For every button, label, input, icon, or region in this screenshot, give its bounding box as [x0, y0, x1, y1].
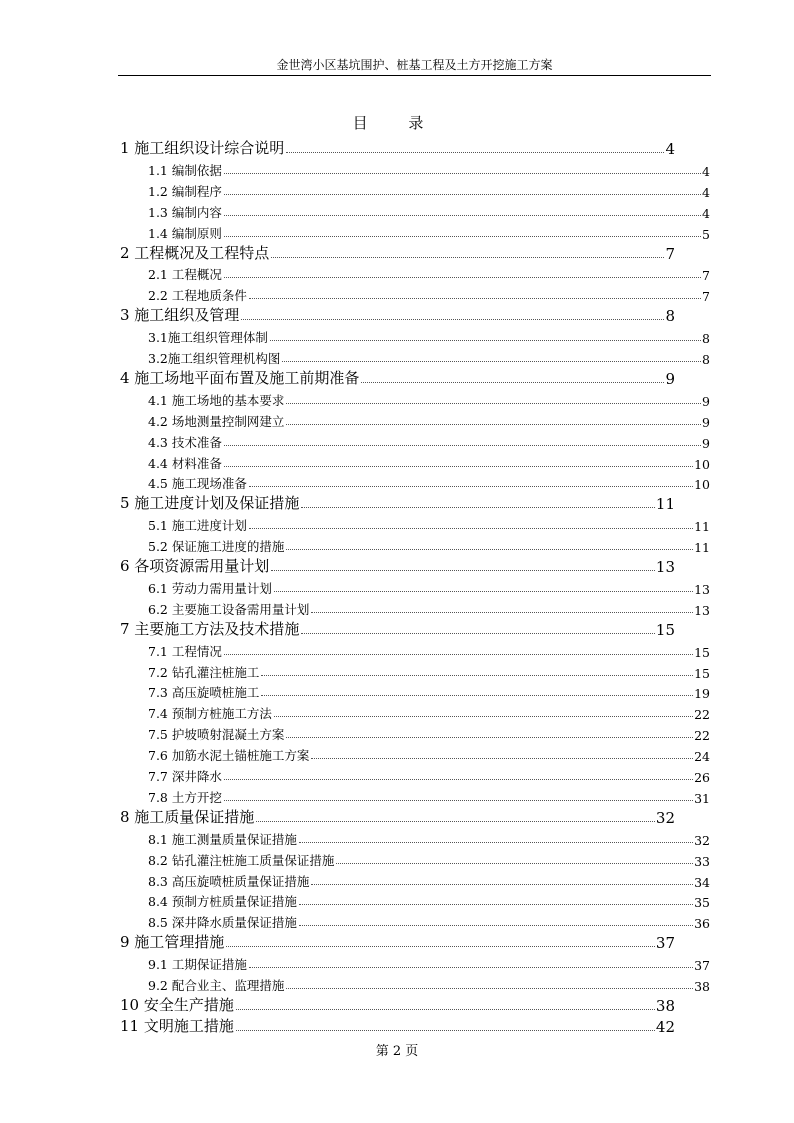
toc-section-entry[interactable] [148, 388, 710, 409]
dot-leader [271, 257, 664, 258]
dot-leader [236, 1030, 655, 1031]
dot-leader [224, 466, 693, 467]
toc-entry-page-number: 36 [694, 916, 710, 932]
toc-section-entry[interactable] [148, 576, 710, 597]
dot-leader [286, 152, 664, 153]
toc-entry-label: 9.2 配合业主、监理措施 [148, 978, 285, 993]
toc-entry-page-number: 32 [694, 832, 710, 848]
toc-section-entry[interactable] [148, 221, 710, 242]
toc-entry-page-number: 31 [694, 790, 710, 806]
toc-section-entry[interactable] [148, 785, 710, 806]
toc-entry-label: 1.4 编制原则 [148, 225, 222, 241]
toc-section-entry[interactable] [148, 158, 710, 179]
toc-entry-page-number: 9 [665, 369, 675, 388]
toc-entry-label: 8.3 高压旋喷桩质量保证措施 [148, 873, 310, 889]
toc-entry-page-number: 4 [702, 205, 710, 221]
toc-entry-label: 8.5 深井降水质量保证措施 [148, 915, 297, 931]
dot-leader [271, 570, 655, 571]
toc-entry-label: 7.8 土方开挖 [148, 789, 222, 805]
toc-section-entry[interactable] [148, 889, 710, 910]
toc-entry-page-number: 7 [702, 268, 710, 284]
toc-chapter-entry[interactable] [120, 367, 675, 388]
toc-entry-label: 4.3 技术准备 [148, 434, 222, 450]
toc-chapter-entry[interactable] [120, 137, 675, 158]
dot-leader [224, 173, 701, 174]
toc-entry-page-number: 13 [694, 602, 710, 618]
toc-section-entry[interactable] [148, 952, 710, 973]
toc-chapter-entry[interactable] [120, 618, 675, 639]
toc-entry-label: 4.4 材料准备 [148, 455, 222, 471]
toc-entry-page-number: 8 [665, 307, 675, 326]
dot-leader [286, 424, 701, 425]
dot-leader [286, 988, 693, 989]
dot-leader [336, 863, 693, 864]
toc-entry-page-number: 11 [694, 519, 710, 535]
dot-leader [361, 382, 664, 383]
dot-leader [261, 675, 693, 676]
toc-chapter-entry[interactable] [120, 555, 675, 576]
toc-entry-label: 7 主要施工方法及技术措施 [120, 619, 300, 638]
dot-leader [236, 1009, 655, 1010]
toc-entry-label: 7.7 深井降水 [148, 769, 222, 784]
toc-section-entry[interactable] [148, 325, 710, 346]
toc-entry-page-number: 13 [655, 558, 675, 576]
toc-section-entry[interactable] [148, 534, 710, 555]
dot-leader [299, 925, 693, 926]
dot-leader [274, 716, 693, 717]
toc-entry-page-number: 15 [694, 665, 710, 681]
toc-entry-label: 4.1 施工场地的基本要求 [148, 392, 285, 408]
toc-entry-page-number: 33 [694, 853, 710, 869]
toc-entry-page-number: 37 [655, 934, 675, 953]
toc-entry-page-number: 10 [694, 477, 710, 493]
dot-leader [249, 528, 693, 529]
dot-leader [270, 340, 701, 341]
toc-entry-page-number: 22 [694, 728, 710, 744]
dot-leader [224, 277, 701, 278]
toc-entry-label: 8 施工质量保证措施 [120, 807, 255, 826]
toc-section-entry[interactable] [148, 639, 710, 660]
toc-section-entry[interactable] [148, 283, 710, 304]
toc-entry-label: 2.1 工程概况 [148, 267, 222, 283]
dot-leader [311, 758, 693, 759]
toc-section-entry[interactable] [148, 179, 710, 200]
toc-entry-label: 8.1 施工测量质量保证措施 [148, 831, 297, 847]
toc-entry-page-number: 4 [702, 163, 710, 179]
toc-section-entry[interactable] [148, 869, 710, 890]
toc-entry-page-number: 11 [655, 495, 675, 514]
toc-section-entry[interactable] [148, 409, 710, 430]
toc-section-entry[interactable] [148, 764, 710, 785]
toc-chapter-entry[interactable] [120, 806, 675, 827]
toc-entry-page-number: 26 [694, 770, 710, 785]
toc-entry-page-number: 15 [694, 644, 710, 660]
toc-section-entry[interactable] [148, 701, 710, 722]
toc-chapter-entry[interactable] [120, 1015, 675, 1036]
toc-entry-label: 7.1 工程情况 [148, 643, 222, 659]
toc-entry-page-number: 38 [694, 979, 710, 994]
toc-entry-label: 1.1 编制依据 [148, 162, 222, 178]
toc-entry-page-number: 38 [655, 996, 675, 1015]
toc-section-entry[interactable] [148, 680, 710, 701]
dot-leader [226, 946, 655, 947]
toc-entry-page-number: 24 [694, 749, 710, 765]
dot-leader [261, 695, 693, 696]
toc-section-entry[interactable] [148, 722, 710, 743]
toc-entry-label: 10 安全生产措施 [120, 995, 234, 1014]
toc-entry-page-number: 32 [655, 808, 675, 827]
toc-entry-label: 11 文明施工措施 [120, 1016, 234, 1035]
toc-section-entry[interactable] [148, 346, 710, 367]
toc-entry-page-number: 22 [694, 707, 710, 723]
toc-entry-label: 7.4 预制方桩施工方法 [148, 706, 272, 722]
dot-leader [249, 967, 693, 968]
toc-entry-page-number: 19 [694, 686, 710, 702]
toc-chapter-entry[interactable] [120, 242, 675, 263]
toc-chapter-entry[interactable] [120, 304, 675, 325]
toc-entry-label: 7.2 钻孔灌注桩施工 [148, 664, 260, 680]
dot-leader [224, 654, 693, 655]
toc-entry-label: 7.3 高压旋喷桩施工 [148, 685, 260, 701]
toc-entry-label: 4.2 场地测量控制网建立 [148, 413, 285, 429]
toc-entry-label: 8.4 预制方桩质量保证措施 [148, 894, 297, 910]
toc-entry-label: 9 施工管理措施 [120, 933, 225, 952]
toc-entry-label: 3.1施工组织管理体制 [148, 330, 268, 346]
toc-entry-page-number: 35 [694, 895, 710, 911]
toc-entry-page-number: 15 [655, 620, 675, 639]
toc-entry-page-number: 5 [702, 226, 710, 242]
toc-entry-page-number: 7 [665, 244, 675, 263]
toc-section-entry[interactable] [148, 430, 710, 451]
dot-leader [282, 361, 701, 362]
toc-entry-page-number: 42 [655, 1017, 675, 1036]
toc-section-entry[interactable] [148, 973, 710, 994]
toc-entry-page-number: 8 [702, 331, 710, 347]
toc-entry-page-number: 34 [694, 874, 710, 890]
dot-leader [286, 403, 701, 404]
toc-section-entry[interactable] [148, 848, 710, 869]
toc-entry-label: 6.1 劳动力需用量计划 [148, 580, 272, 596]
dot-leader [299, 842, 693, 843]
dot-leader [286, 737, 693, 738]
toc-entry-label: 2 工程概况及工程特点 [120, 243, 270, 262]
toc-entry-page-number: 4 [702, 184, 710, 200]
toc-section-entry[interactable] [148, 660, 710, 681]
dot-leader [274, 591, 693, 592]
toc-chapter-entry[interactable] [120, 492, 675, 513]
toc-entry-label: 9.1 工期保证措施 [148, 957, 247, 973]
dot-leader [249, 486, 693, 487]
toc-entry-label: 3 施工组织及管理 [120, 306, 240, 325]
dot-leader [311, 884, 693, 885]
toc-section-entry[interactable] [148, 827, 710, 848]
toc-section-entry[interactable] [148, 910, 710, 931]
toc-entry-page-number: 9 [702, 393, 710, 409]
toc-entry-label: 2.2 工程地质条件 [148, 288, 247, 304]
toc-entry-label: 6.2 主要施工设备需用量计划 [148, 601, 310, 617]
toc-entry-label: 8.2 钻孔灌注桩施工质量保证措施 [148, 852, 335, 868]
dot-leader [299, 904, 693, 905]
toc-section-entry[interactable] [148, 743, 710, 764]
toc-chapter-entry[interactable] [120, 994, 675, 1015]
page-number: 第 2 页 [375, 1044, 419, 1059]
dot-leader [301, 507, 655, 508]
dot-leader [224, 445, 701, 446]
toc-entry-page-number: 10 [694, 456, 710, 472]
toc-entry-page-number: 4 [665, 140, 675, 158]
toc-entry-page-number: 9 [702, 414, 710, 430]
dot-leader [241, 319, 664, 320]
dot-leader [301, 633, 655, 634]
toc-section-entry[interactable] [148, 597, 710, 618]
toc-entry-label: 4.5 施工现场准备 [148, 476, 247, 492]
toc-entry-page-number: 9 [702, 435, 710, 451]
toc-section-entry[interactable] [148, 451, 710, 472]
toc-entry-label: 1.2 编制程序 [148, 183, 222, 199]
toc-section-entry[interactable] [148, 471, 710, 492]
dot-leader [256, 821, 655, 822]
toc-section-entry[interactable] [148, 200, 710, 221]
toc-entry-label: 1.3 编制内容 [148, 204, 222, 220]
toc-entry-label: 7.5 护坡喷射混凝土方案 [148, 727, 285, 743]
toc-entry-label: 5 施工进度计划及保证措施 [120, 494, 300, 513]
dot-leader [286, 549, 693, 550]
dot-leader [224, 800, 693, 801]
toc-entry-label: 7.6 加筋水泥土锚桩施工方案 [148, 748, 310, 764]
dot-leader [224, 215, 701, 216]
toc-section-entry[interactable] [148, 262, 710, 283]
toc-entry-page-number: 8 [702, 352, 710, 367]
toc-entry-label: 5.2 保证施工进度的措施 [148, 539, 285, 555]
dot-leader [224, 236, 701, 237]
toc-title: 目 录 [352, 114, 442, 132]
toc-entry-label: 1 施工组织设计综合说明 [120, 139, 285, 157]
page-header: 金世湾小区基坑围护、桩基工程及土方开挖施工方案 [118, 55, 711, 76]
toc-chapter-entry[interactable] [120, 931, 675, 952]
toc-entry-label: 3.2施工组织管理机构图 [148, 351, 281, 366]
toc-entry-page-number: 13 [694, 581, 710, 597]
toc-entry-page-number: 37 [694, 958, 710, 974]
toc-entry-label: 4 施工场地平面布置及施工前期准备 [120, 368, 360, 387]
dot-leader [224, 779, 693, 780]
dot-leader [224, 194, 701, 195]
toc-entry-label: 6 各项资源需用量计划 [120, 557, 270, 575]
dot-leader [311, 612, 693, 613]
toc-entry-page-number: 7 [702, 289, 710, 305]
toc-entry-label: 5.1 施工进度计划 [148, 518, 247, 534]
dot-leader [249, 298, 701, 299]
toc-section-entry[interactable] [148, 513, 710, 534]
toc-entry-page-number: 11 [694, 540, 710, 556]
